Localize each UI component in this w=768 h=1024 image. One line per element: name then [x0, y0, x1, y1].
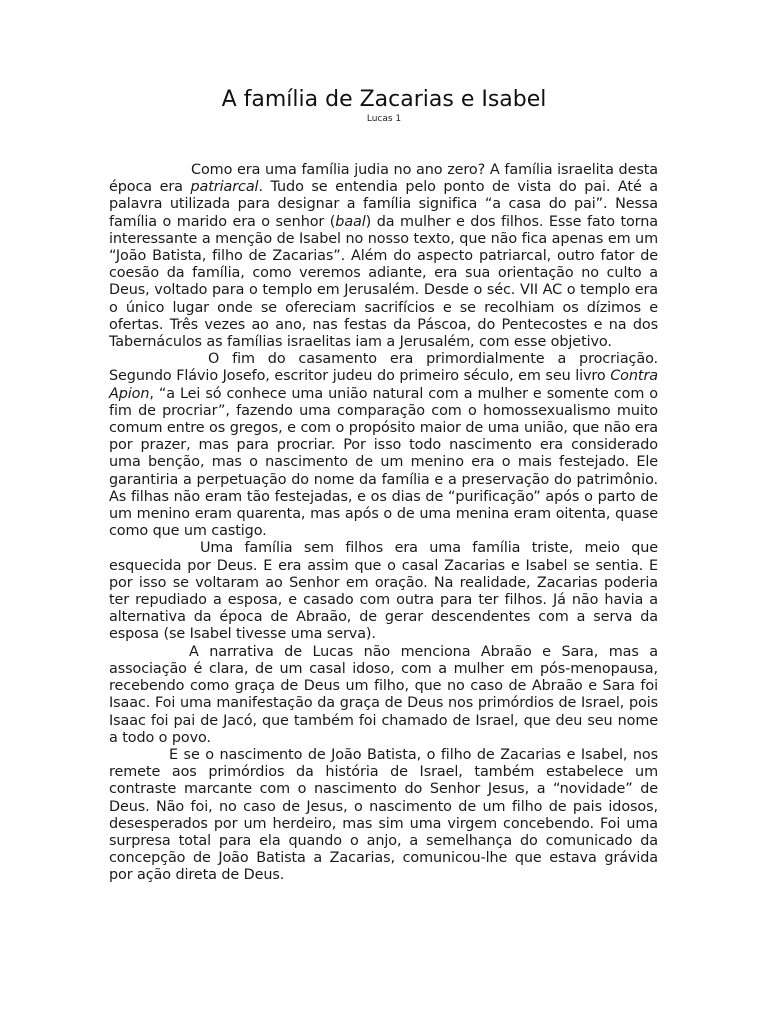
text-run: . Tudo se entendia pelo ponto de vista do pai. Até a palavra utilizada para designar a família significa “a casa do pai”. Nessa família o marido era o senhor ( — [109, 179, 658, 230]
document-subtitle: Lucas 1 — [366, 114, 402, 124]
paragraph — [109, 747, 658, 885]
paragraph — [109, 540, 658, 643]
italic-term: Contra Apion — [109, 368, 658, 402]
document-title: A família de Zacarias e Isabel — [221, 87, 547, 112]
text-run: O fim do casamento era primordialmente a procriação. Segundo Flávio Josefo, escritor judeu do primeiro século, em seu livro — [109, 351, 658, 385]
paragraph — [109, 644, 658, 747]
text-run: Como era uma família judia no ano zero? A família israelita desta época era — [109, 162, 658, 196]
text-run: Uma família sem filhos era uma família triste, meio que esquecida por Deus. E era assim que o casal Zacarias e Isabel se sentia. E por isso se voltaram ao Senhor em oração. Na realidade, Zacarias poderia ter repudiado a esposa, e casado com outra para ter filhos. Já não havia a alternativa da época de Abraão, de gerar descendentes com a serva da esposa (se Isabel tivesse uma serva). — [109, 540, 658, 643]
text-run: A narrativa de Lucas não menciona Abraão e Sara, mas a associação é clara, de um casal idoso, com a mulher em pós-menopausa, recebendo como graça de Deus um filho, que no caso de Abraão e Sara foi Isaac. Foi uma manifestação da graça de Deus nos primórdios de Israel, pois Isaac foi pai de Jacó, que também foi chamado de Israel, que deu seu nome a todo o povo. — [109, 643, 658, 746]
italic-term: baal — [335, 213, 366, 230]
paragraph — [109, 351, 658, 540]
text-run: , “a Lei só conhece uma união natural com a mulher e somente com o fim de procriar”, fazendo uma comparação com o homossexualismo muito comum entre os gregos, e com o propósito maior de uma união, que não era por prazer, mas para procriar. Por isso todo nascimento era considerado uma benção, mas o nascimento de um menino era o mais festejado. Ele garantiria a perpetuação do nome da família e a preservação do patrimônio. As filhas não eram tão festejadas, e os dias de “purificação” após o parto de um menino eram quarenta, mas após o de uma menina eram oitenta, quase como que um castigo. — [109, 385, 658, 540]
italic-term: patriarcal — [190, 179, 259, 196]
text-run: E se o nascimento de João Batista, o filho de Zacarias e Isabel, nos remete aos primórdios da história de Israel, também estabelece um contraste marcante com o nascimento do Senhor Jesus, a “novidade” de Deus. Não foi, no caso de Jesus, o nascimento de um filho de pais idosos, desesperados por um herdeiro, mas sim uma virgem concebendo. Foi uma surpresa total para ela quando o anjo, a semelhança do comunicado da concepção de João Batista a Zacarias, comunicou-lhe que estava grávida por ação direta de Deus. — [109, 746, 658, 884]
paragraph — [109, 162, 658, 351]
text-run: ) da mulher e dos filhos. Esse fato torna interessante a menção de Isabel no nosso texto, que não fica apenas em um “João Batista, filho de Zacarias”. Além do aspecto patriarcal, outro fator de coesão da família, como veremos adiante, era sua orientação no culto a Deus, voltado para o templo em Jerusalém. Desde o séc. VII AC o templo era o único lugar onde se ofereciam sacrifícios e se recolhiam os dízimos e ofertas. Três vezes ao ano, nas festas da Páscoa, do Pentecostes e na dos Tabernáculos as famílias israelitas iam a Jerusalém, com esse objetivo. — [109, 213, 658, 351]
document-body — [109, 162, 658, 885]
